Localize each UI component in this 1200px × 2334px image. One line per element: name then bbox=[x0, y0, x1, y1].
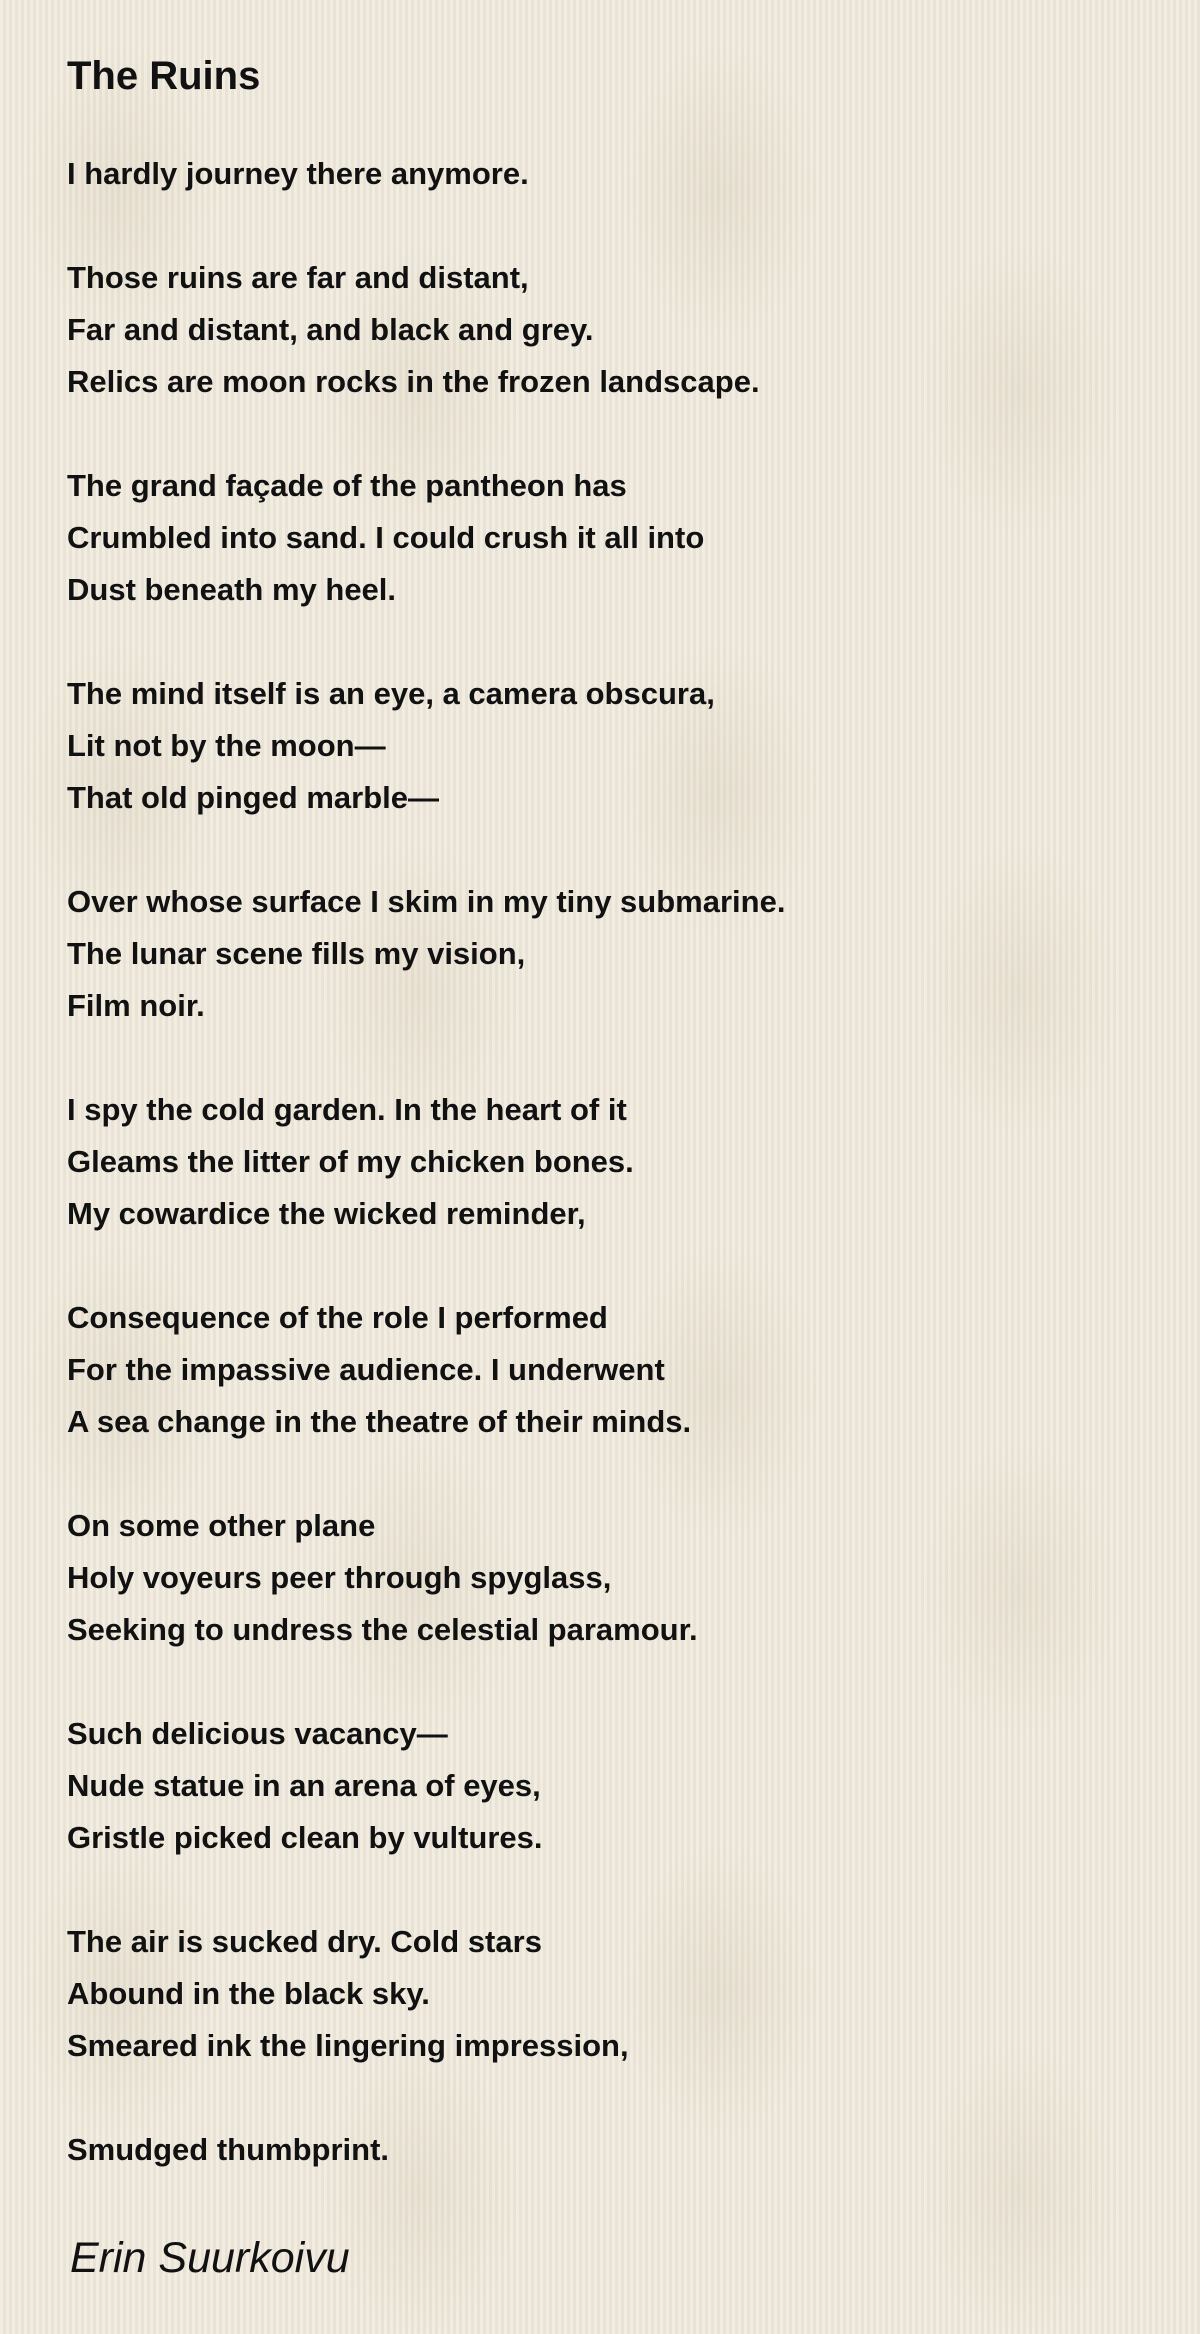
poem-line: The air is sucked dry. Cold stars bbox=[67, 1924, 542, 1959]
poem-line: Relics are moon rocks in the frozen landscape. bbox=[67, 364, 760, 399]
poem-stanza bbox=[67, 2124, 785, 2176]
poem-stanza bbox=[67, 1500, 785, 1656]
stanza-gap bbox=[67, 1240, 785, 1292]
poem-line: Over whose surface I skim in my tiny submarine. bbox=[67, 884, 786, 919]
poem-stanza bbox=[67, 252, 785, 408]
stanza-gap bbox=[67, 408, 785, 460]
poem-line: That old pinged marble— bbox=[67, 780, 440, 815]
stanza-gap bbox=[67, 1448, 785, 1500]
poem-body bbox=[67, 148, 785, 2176]
poem-line: Far and distant, and black and grey. bbox=[67, 312, 594, 347]
poem-line: For the impassive audience. I underwent bbox=[67, 1352, 665, 1387]
poem-line: On some other plane bbox=[67, 1508, 376, 1543]
stanza-gap bbox=[67, 824, 785, 876]
poem-line: Gristle picked clean by vultures. bbox=[67, 1820, 543, 1855]
poem-line: I hardly journey there anymore. bbox=[67, 156, 529, 191]
poem-line: A sea change in the theatre of their minds. bbox=[67, 1404, 692, 1439]
poem-line: The lunar scene fills my vision, bbox=[67, 936, 526, 971]
poem-stanza bbox=[67, 668, 785, 824]
poem-line: Lit not by the moon— bbox=[67, 728, 386, 763]
poem-line: Smudged thumbprint. bbox=[67, 2132, 390, 2167]
poem-line: Consequence of the role I performed bbox=[67, 1300, 608, 1335]
stanza-gap bbox=[67, 1656, 785, 1708]
stanza-gap bbox=[67, 616, 785, 668]
stanza-gap bbox=[67, 2072, 785, 2124]
poem-line: Seeking to undress the celestial paramour. bbox=[67, 1612, 698, 1647]
poem-line: Crumbled into sand. I could crush it all into bbox=[67, 520, 705, 555]
poem-stanza bbox=[67, 1084, 785, 1240]
poem-stanza bbox=[67, 1916, 785, 2072]
stanza-gap bbox=[67, 1032, 785, 1084]
poem-stanza bbox=[67, 460, 785, 616]
poem-stanza bbox=[67, 1708, 785, 1864]
poem-line: Gleams the litter of my chicken bones. bbox=[67, 1144, 634, 1179]
poem-line: Smeared ink the lingering impression, bbox=[67, 2028, 629, 2063]
poem-line: The mind itself is an eye, a camera obscura, bbox=[67, 676, 715, 711]
poem-line: Dust beneath my heel. bbox=[67, 572, 397, 607]
poem-stanza bbox=[67, 1292, 785, 1448]
poem-title: The Ruins bbox=[67, 54, 261, 98]
poem-line: The grand façade of the pantheon has bbox=[67, 468, 627, 503]
poem-line: Holy voyeurs peer through spyglass, bbox=[67, 1560, 612, 1595]
stanza-gap bbox=[67, 1864, 785, 1916]
poem-line: I spy the cold garden. In the heart of it bbox=[67, 1092, 627, 1127]
stanza-gap bbox=[67, 200, 785, 252]
poem-line: Such delicious vacancy— bbox=[67, 1716, 448, 1751]
poem-line: Film noir. bbox=[67, 988, 205, 1023]
poem-line: Nude statue in an arena of eyes, bbox=[67, 1768, 541, 1803]
poem-stanza bbox=[67, 876, 785, 1032]
poem-line: My cowardice the wicked reminder, bbox=[67, 1196, 586, 1231]
poem-line: Those ruins are far and distant, bbox=[67, 260, 529, 295]
poem-stanza bbox=[67, 148, 785, 200]
poem-line: Abound in the black sky. bbox=[67, 1976, 430, 2011]
poem-author: Erin Suurkoivu bbox=[70, 2234, 350, 2282]
